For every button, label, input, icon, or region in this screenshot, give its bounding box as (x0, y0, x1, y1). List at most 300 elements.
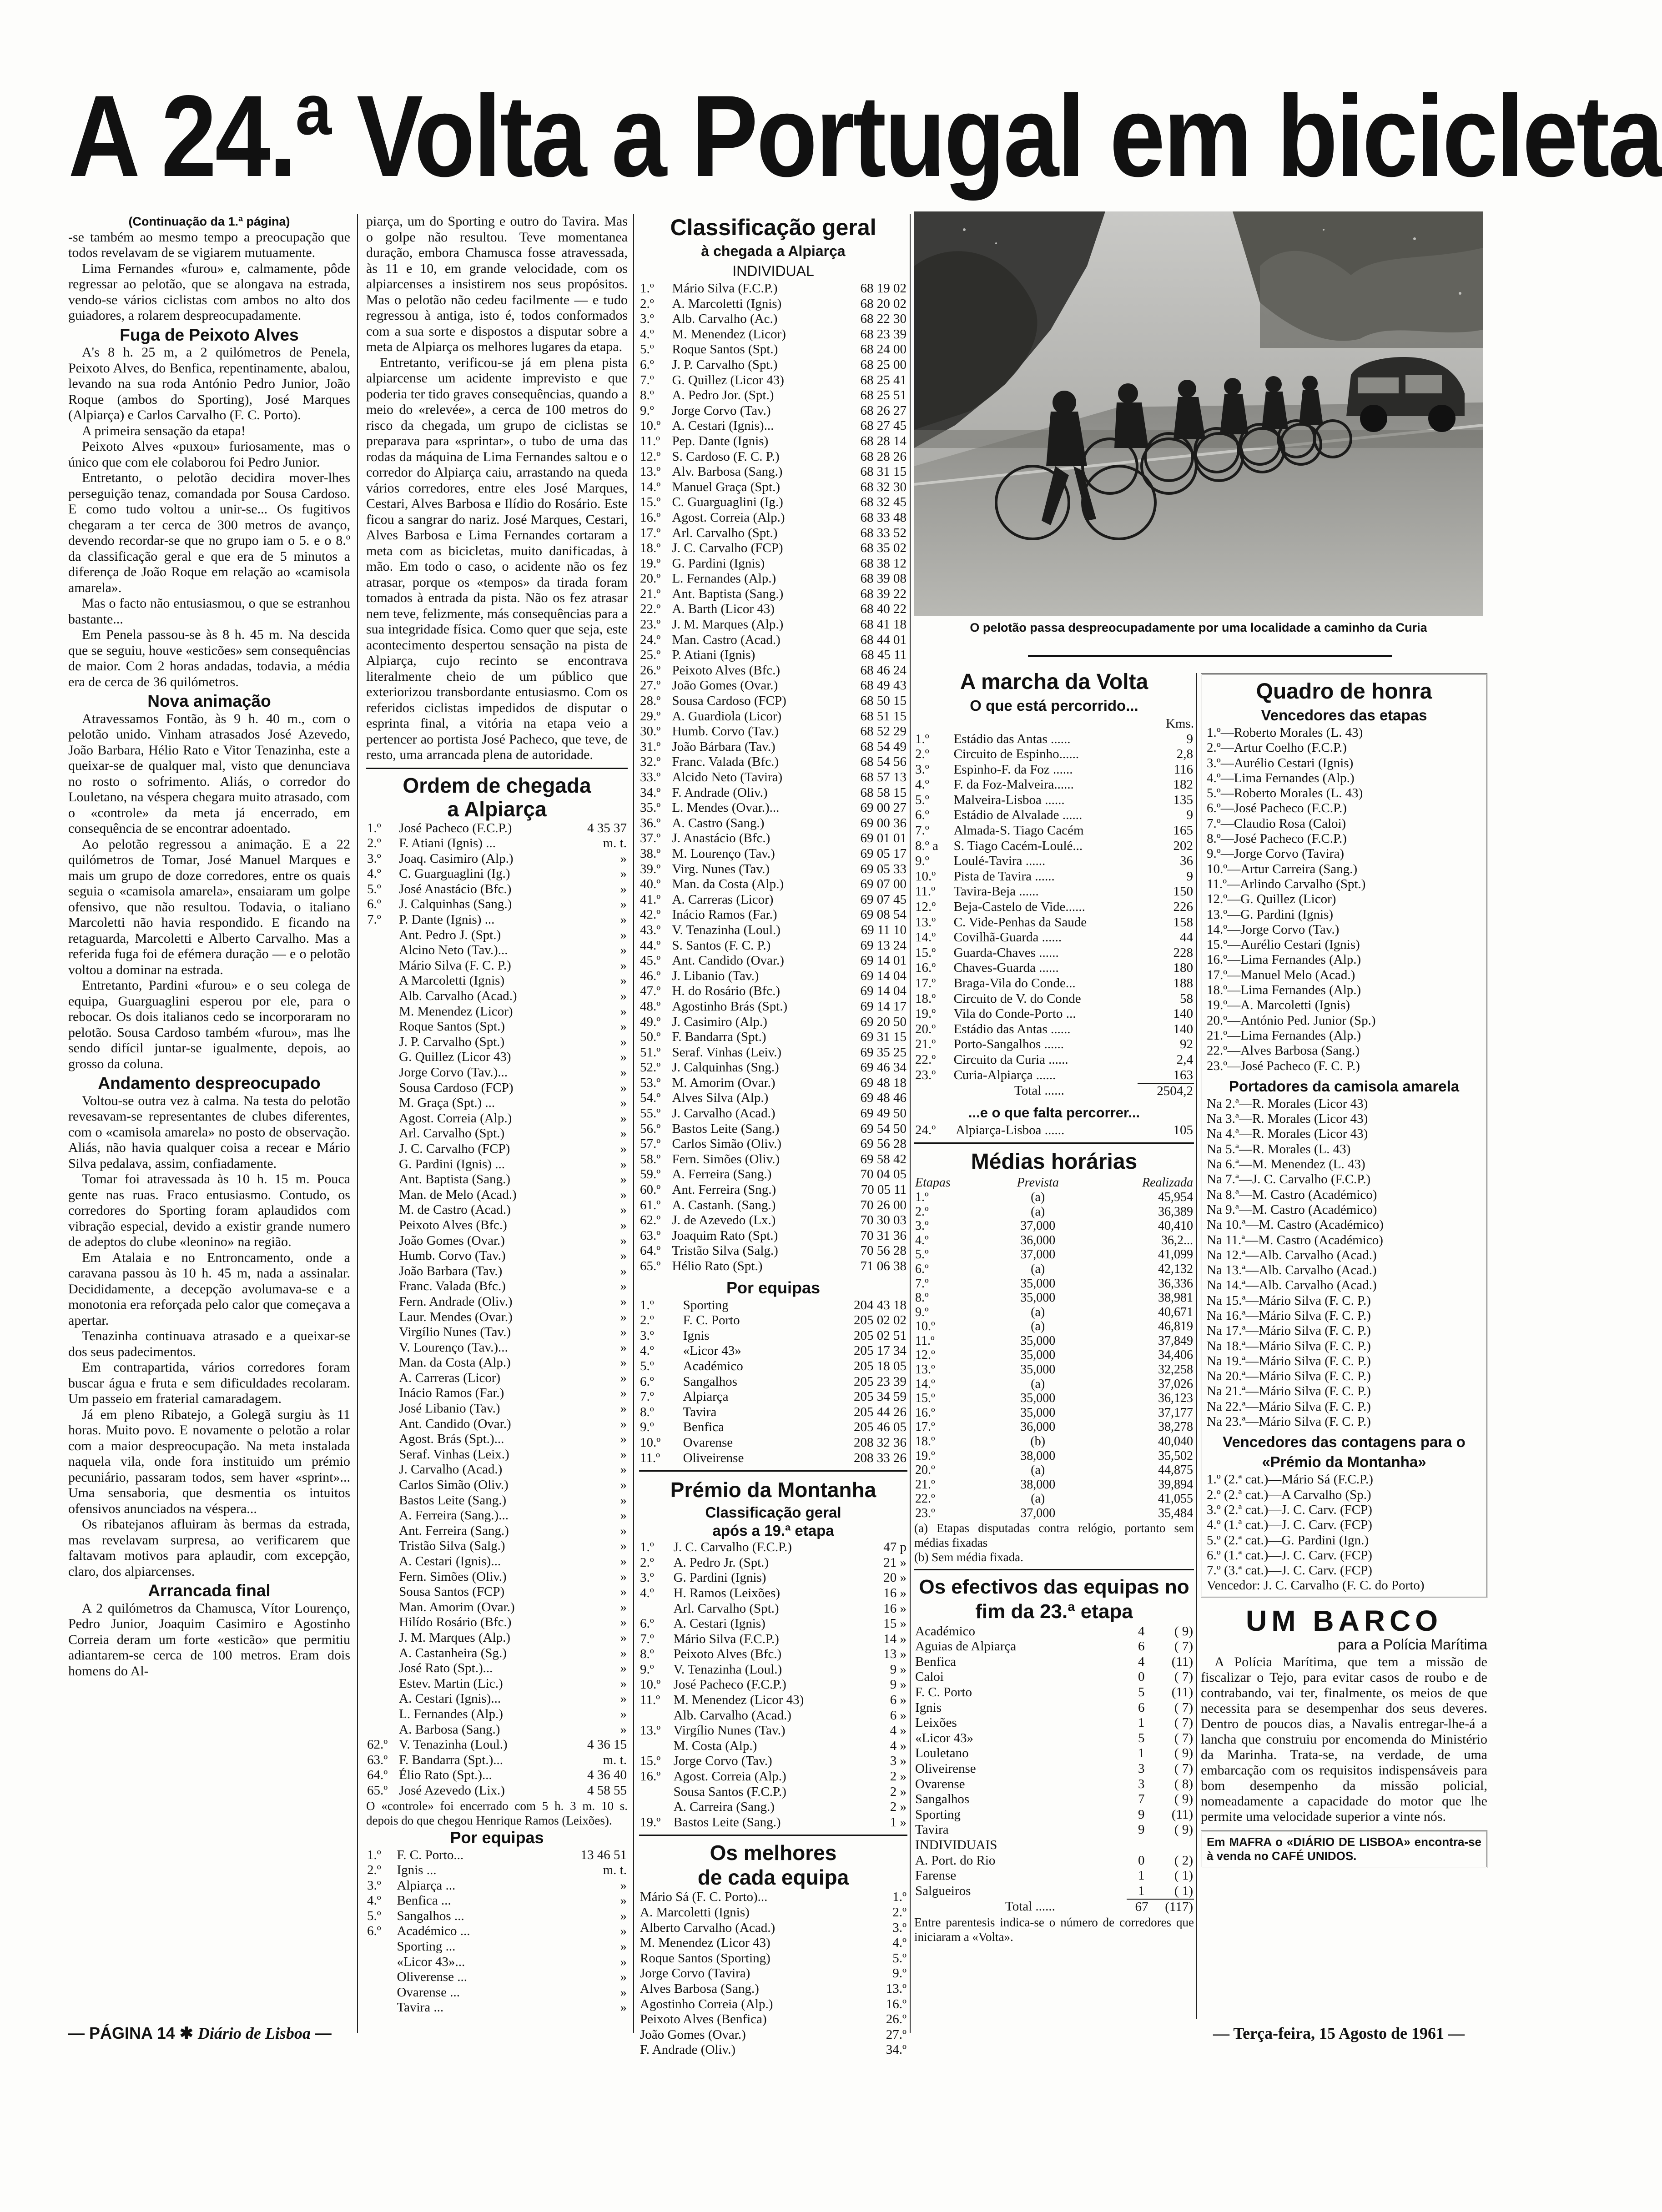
general-row-cell: 50.º (640, 1030, 661, 1045)
arrival-row-cell (366, 1371, 398, 1386)
arrival-row-cell: » (620, 1508, 627, 1523)
team-strength-row-cell: Benfica (915, 1654, 957, 1669)
average-row-cell: 4.º (915, 1233, 929, 1247)
stage-row-cell: 15.º (915, 945, 936, 960)
stage-row-cell: 10.º (915, 869, 936, 884)
kms-label: Kms. (1165, 716, 1194, 731)
general-row-cell: 68 26 27 (860, 403, 907, 418)
general-row (639, 1259, 907, 1274)
mountain-row-cell: 15 » (883, 1616, 907, 1631)
arrival-row (366, 1157, 628, 1172)
arrival-row-cell: Alcino Neto (Tav.)... (399, 943, 508, 958)
average-row-cell: 38,000 (1020, 1448, 1056, 1463)
average-row (914, 1291, 1194, 1305)
best-row (639, 1920, 907, 1936)
arrival-row-cell (366, 1554, 398, 1569)
team-strength-row (914, 1792, 1194, 1807)
general-row-cell: 68 45 11 (861, 648, 907, 663)
general-team-row-cell: 11.º (640, 1450, 660, 1465)
arrival-row-cell: Ant. Ferreira (Sang.) (399, 1523, 509, 1538)
arrival-row-cell: Virgílio Nunes (Tav.) (399, 1325, 511, 1340)
stage-row-cell: 165 (1173, 823, 1193, 838)
arrival-row (366, 1035, 628, 1050)
eff-total-label: Total ...... (1005, 1899, 1055, 1914)
arrival-row (366, 1661, 628, 1676)
average-row-cell: 37,026 (1158, 1377, 1193, 1391)
general-row-cell: F. Bandarra (Spt.) (672, 1030, 766, 1045)
stage-row-cell: 19.º (915, 1006, 936, 1021)
best-row-cell: 27.º (886, 2027, 907, 2042)
stage-row (914, 854, 1194, 869)
general-row (639, 571, 907, 587)
stage-winner: 21.º—Lima Fernandes (Alp.) (1207, 1028, 1361, 1043)
general-row-cell: 3.º (640, 312, 654, 327)
stage-row-cell: 150 (1173, 884, 1193, 899)
stage-row (914, 747, 1194, 762)
general-row-cell: Franc. Valada (Bfc.) (672, 754, 779, 769)
best-row-cell: 2.º (892, 1905, 907, 1920)
general-row-cell: 29.º (640, 709, 661, 724)
eff-total-initial: (117) (1149, 1899, 1194, 1915)
general-team-row-cell: Sangalhos (683, 1374, 737, 1389)
general-row-cell: P. Atiani (Ignis) (672, 648, 755, 663)
general-row-cell: 69 01 01 (860, 831, 907, 846)
article-column-1 (68, 214, 350, 2042)
subheading: Nova animação (147, 692, 271, 710)
best-row (639, 1951, 907, 1966)
arrival-row-cell (366, 1417, 398, 1432)
team-strength-row-cell: ( 2) (1174, 1853, 1193, 1868)
yellow-jersey-holder: Na 13.ª—Alb. Carvalho (Acad.) (1207, 1263, 1377, 1278)
average-row-cell: 39,894 (1158, 1477, 1193, 1492)
team-strength-row-cell (1128, 1838, 1145, 1853)
arrival-row-cell (366, 1141, 398, 1157)
general-row-cell: 43.º (640, 922, 661, 937)
average-row-cell: 12.º (915, 1348, 935, 1362)
mountain-winners-title: Vencedores das contagens para o «Prémio da Montanha» (1223, 1433, 1466, 1471)
best-row-cell: Jorge Corvo (Tavira) (640, 1966, 750, 1981)
remaining-row-cell: Alpiarça-Lisboa ...... (956, 1122, 1065, 1137)
stage-row-cell: 11.º (915, 884, 936, 899)
arrival-row-cell: Élio Rato (Spt.)... (399, 1768, 492, 1783)
arrival-team-row-cell: » (620, 1970, 627, 1985)
general-row-cell: Alv. Barbosa (Sang.) (672, 464, 783, 479)
general-row-cell: 49.º (640, 1014, 661, 1029)
mountain-row-cell: J. C. Carvalho (F.C.P.) (673, 1540, 792, 1555)
stage-row (914, 808, 1194, 823)
mountain-row-cell: 47 p (883, 1540, 907, 1555)
general-row-cell: 68 31 15 (860, 464, 907, 479)
arrival-team-row-cell: «Licor 43»... (397, 1954, 465, 1969)
general-row-cell: 37.º (640, 831, 661, 846)
average-row-cell: 41,099 (1158, 1247, 1193, 1262)
general-row-cell: Ant. Candido (Ovar.) (672, 953, 784, 968)
general-row (639, 709, 907, 724)
stage-row (914, 900, 1194, 915)
arrival-team-row-cell: Ovarense ... (397, 1985, 460, 2000)
general-row-cell: 68 25 00 (860, 357, 907, 372)
general-row-cell: 55.º (640, 1106, 661, 1121)
mountain-row (639, 1540, 907, 1555)
general-row-cell: 69 00 36 (860, 815, 907, 830)
average-row-cell: 40,410 (1158, 1219, 1193, 1233)
general-row-cell: 68 57 13 (860, 770, 907, 784)
arrival-row-cell (366, 1584, 398, 1600)
stage-row (914, 960, 1194, 976)
stage-winner: 10.º—Artur Carreira (Sang.) (1207, 861, 1358, 876)
arrival-row-cell: Sousa Cardoso (FCP) (399, 1080, 514, 1095)
general-row-cell: 14.º (640, 479, 661, 494)
arrival-row-cell: » (620, 1630, 627, 1645)
mountain-row-cell: 9 » (890, 1662, 907, 1677)
average-row (914, 1190, 1194, 1205)
stage-row-cell: 92 (1180, 1037, 1193, 1052)
paragraph: A primeira sensação da etapa! (82, 423, 246, 438)
mountain-row-cell: Mário Silva (F.C.P.) (673, 1631, 779, 1646)
general-row-cell: João Bárbara (Tav.) (672, 739, 776, 754)
general-row (639, 754, 907, 770)
arrival-row-cell: Man. de Melo (Acad.) (399, 1187, 517, 1202)
general-team-row-cell: 205 02 51 (854, 1328, 907, 1343)
general-row-cell: 34.º (640, 785, 661, 800)
mountain-row (639, 1586, 907, 1601)
general-row-cell: 70 56 28 (860, 1243, 907, 1258)
mountain-winner: 2.º (2.ª cat.)—A Carvalho (Sp.) (1207, 1487, 1371, 1502)
general-row (639, 342, 907, 357)
team-strength-row-cell: 5 (1138, 1730, 1145, 1745)
arrival-order-table (366, 821, 628, 1799)
average-row-cell: 35,000 (1020, 1391, 1056, 1406)
arrival-row-cell: » (620, 1096, 627, 1111)
general-row-cell: H. do Rosário (Bfc.) (672, 984, 781, 999)
stage-row-cell: 21.º (915, 1037, 936, 1052)
arrival-team-row-cell: » (620, 1908, 627, 1923)
avg-note-a: (a) Etapas disputadas contra relógio, portanto sem médias fixadas (914, 1521, 1194, 1549)
mountain-row-cell: 4 » (890, 1723, 907, 1738)
general-row (639, 1167, 907, 1182)
general-row-cell: J. C. Carvalho (FCP) (672, 541, 783, 556)
arrival-row-cell: » (620, 1019, 627, 1034)
best-row-cell: João Gomes (Ovar.) (640, 2027, 746, 2042)
general-row-cell: 16.º (640, 510, 661, 525)
cyclists-photo (914, 211, 1483, 616)
team-strength-row-cell: 0 (1138, 1669, 1145, 1684)
general-row-cell: A. Barth (Licor 43) (672, 602, 775, 617)
paragraph: piarça, um do Sporting e outro do Tavira. Mas o golpe não resultou. Teve momentanea duração, embora Chamusca fosse atravessada, às 11 e 10, em grande velocidade, com os alpiarcenses a insistirem nos seus propósitos. Mas o pelotão não cedeu facilmente — e tudo regressou à antiga, isto é, todos conformados com a sua sorte e dispostos a disputar sobre a meta de Alpiarça os melhores lugares da etapa. (366, 214, 628, 354)
general-row-cell: Hélio Rato (Spt.) (672, 1259, 763, 1273)
general-team-row-cell: «Licor 43» (683, 1343, 741, 1358)
average-row-cell: 37,000 (1020, 1219, 1056, 1233)
average-row-cell: 19.º (915, 1448, 935, 1463)
best-row (639, 1905, 907, 1920)
stage-row-cell: 13.º (915, 915, 936, 930)
general-team-row-cell: F. C. Porto (683, 1313, 740, 1328)
average-row-cell: 35,000 (1020, 1333, 1056, 1348)
general-row (639, 1213, 907, 1228)
general-row (639, 1152, 907, 1167)
general-team-row-cell: 10.º (640, 1435, 661, 1450)
stage-row-cell: 58 (1180, 991, 1193, 1006)
general-row-cell: 46.º (640, 968, 661, 983)
general-team-row-cell: 208 33 26 (854, 1450, 907, 1465)
general-row-cell: Seraf. Vinhas (Leiv.) (672, 1045, 782, 1060)
stage-row-cell: 140 (1173, 1021, 1193, 1036)
arrival-row-cell: J. P. Carvalho (Spt.) (399, 1034, 505, 1049)
general-row-cell: 57.º (640, 1136, 661, 1151)
paragraph: Tenazinha continuava atrasado e a queixar-se dos seus padecimentos. (68, 1328, 350, 1359)
general-team-row-cell: 6.º (640, 1374, 654, 1389)
team-strength-row-cell: ( 9) (1174, 1822, 1193, 1837)
general-row-cell: 63.º (640, 1228, 661, 1243)
stage-row-cell: 12.º (915, 900, 936, 915)
boat-article-text: A Polícia Marítima, que tem a missão de fiscalizar o Tejo, para evitar casos de roubo e de contrabando, vai ter, finalmente, os meios de que necessita para se desempenhar dos seus deveres. Dentro de poucos dias, a Navalis entregar-lhe-á a lancha que construiu por encomenda do Ministério da Marinha. Trata-se, na verdade, de uma embarcação com os requisitos indispensáveis para bom desempenho da missão policial, nomeadamente a capacidade do motor que lhe permite uma velocidade superior a vinte nós. (1201, 1654, 1487, 1825)
mountain-row-cell: Arl. Carvalho (Spt.) (673, 1601, 779, 1616)
general-teams-title: Por equipas (726, 1278, 821, 1297)
stage-row (914, 777, 1194, 793)
arrival-row (366, 928, 628, 943)
general-team-row (639, 1343, 907, 1359)
arrival-row-cell (366, 1279, 398, 1294)
general-row (639, 663, 907, 679)
arrival-row-cell: » (620, 1676, 627, 1691)
general-row-cell: Peixoto Alves (Bfc.) (672, 663, 781, 678)
general-row-cell: A. Castro (Sang.) (672, 815, 765, 830)
arrival-team-row-cell: Oliverense ... (397, 1970, 468, 1985)
arrival-row-cell (366, 1722, 398, 1738)
general-row-cell: J. Calquinhas (Sng.) (672, 1060, 779, 1075)
mountain-row-cell: 2 » (890, 1800, 907, 1815)
mountain-winner: 7.º (3.ª cat.)—J. C. Carv. (FCP) (1207, 1563, 1372, 1578)
mountain-row-cell: Alb. Carvalho (Acad.) (673, 1708, 791, 1723)
arrival-row-cell (366, 1157, 398, 1172)
arrival-row-cell (366, 1661, 398, 1676)
general-row-cell: 64.º (640, 1243, 661, 1258)
general-row-cell: 68 32 45 (860, 495, 907, 510)
average-row-cell: (a) (1031, 1319, 1045, 1334)
arrival-team-row (366, 1924, 628, 1939)
arrival-row-cell (366, 943, 398, 958)
average-row-cell: 36,000 (1020, 1233, 1056, 1247)
average-row-cell: 38,981 (1158, 1291, 1193, 1305)
mountain-row-cell: 6 » (890, 1708, 907, 1723)
arrival-row-cell: » (620, 1172, 627, 1187)
general-row-cell: 68 52 29 (860, 724, 907, 739)
arrival-row (366, 1264, 628, 1279)
average-row (914, 1506, 1194, 1521)
mountain-row-cell: V. Tenazinha (Loul.) (673, 1662, 782, 1677)
arrival-row-cell (366, 1538, 398, 1554)
arrival-team-row-cell: 6.º (367, 1924, 381, 1939)
arrival-team-row-cell: Benfica ... (397, 1893, 451, 1908)
general-row-cell: 28.º (640, 694, 661, 709)
mountain-row-cell: 16.º (640, 1769, 661, 1784)
mountain-row-cell (639, 1708, 673, 1724)
mountain-row (639, 1769, 907, 1785)
arrival-row-cell: » (620, 1156, 627, 1171)
general-team-row-cell: 205 17 34 (854, 1343, 907, 1358)
arrival-row-cell (366, 958, 398, 974)
general-row-cell: 69 56 28 (860, 1136, 907, 1151)
stage-row-cell: S. Tiago Cacém-Loulé... (953, 838, 1083, 853)
general-team-row-cell: 205 44 26 (854, 1404, 907, 1419)
general-row-cell: 68 54 49 (860, 739, 907, 754)
arrival-row (366, 1386, 628, 1401)
arrival-row-cell (366, 1065, 398, 1081)
team-strength-total (914, 1899, 1194, 1915)
mountain-row-cell: 6.º (640, 1616, 654, 1631)
yellow-jersey-title: Portadores da camisola amarela (1229, 1077, 1460, 1095)
arrival-row-cell: » (620, 1279, 627, 1294)
general-row (639, 1136, 907, 1152)
arrival-row-cell: João Gomes (Ovar.) (399, 1233, 505, 1248)
arrival-team-row-cell: Sporting ... (397, 1939, 456, 1954)
team-strength-row (914, 1669, 1194, 1685)
average-row (914, 1478, 1194, 1492)
general-team-row (639, 1435, 907, 1451)
general-row (639, 1015, 907, 1030)
stage-row-cell: 23.º (915, 1067, 936, 1082)
general-team-row-cell: Ignis (683, 1328, 710, 1343)
arrival-row-cell (366, 1019, 398, 1035)
honour-column (1201, 673, 1487, 1868)
arrival-row-cell: » (620, 1386, 627, 1401)
stage-row-cell: Circuito da Curia ...... (953, 1052, 1068, 1067)
mountain-row (639, 1662, 907, 1678)
mountain-winner: 4.º (1.ª cat.)—J. C. Carv. (FCP) (1207, 1518, 1372, 1533)
arrival-row-cell: Roque Santos (Spt.) (399, 1019, 505, 1034)
general-row (639, 357, 907, 373)
average-row (914, 1219, 1194, 1233)
arrival-row-cell: Carlos Simão (Oliv.) (399, 1478, 509, 1493)
average-row (914, 1434, 1194, 1449)
arrival-row-cell: 3.º (367, 851, 381, 866)
arrival-row (366, 1554, 628, 1569)
general-row-cell: 68 41 18 (860, 617, 907, 632)
stage-row-cell: Beja-Castelo de Vide...... (953, 900, 1085, 915)
arrival-row (366, 1081, 628, 1096)
mountain-row-cell: 16 » (883, 1601, 907, 1616)
arrival-row-cell (366, 1508, 398, 1523)
mountain-row-cell: 9 » (890, 1677, 907, 1692)
general-row (639, 923, 907, 938)
arrival-row-cell (366, 1355, 398, 1371)
general-row-cell: 69 35 25 (860, 1045, 907, 1060)
arrival-row-cell (366, 1462, 398, 1478)
general-row (639, 297, 907, 312)
mountain-row-cell: 2.º (640, 1555, 654, 1570)
arrival-row-cell: » (620, 1706, 627, 1721)
general-team-row-cell: Benfica (683, 1420, 724, 1435)
yellow-jersey-holder: Na 3.ª—R. Morales (Licor 43) (1207, 1111, 1368, 1126)
general-row-cell: 23.º (640, 617, 661, 632)
issue-date: — Terça-feira, 15 Agosto de 1961 — (1213, 2024, 1465, 2042)
arrival-row-cell: J. Carvalho (Acad.) (399, 1462, 503, 1477)
mountain-row (639, 1555, 907, 1571)
mountain-row (639, 1632, 907, 1647)
individual-label: INDIVIDUAL (732, 263, 814, 279)
arrival-row-cell: M. Menendez (Licor) (399, 1004, 513, 1019)
general-row-cell: 70 26 00 (860, 1197, 907, 1212)
arrival-team-row-cell: 4.º (367, 1893, 381, 1908)
team-strength-row (914, 1868, 1194, 1884)
average-row (914, 1492, 1194, 1506)
general-row-cell: 69 48 18 (860, 1075, 907, 1090)
arrival-row-cell: Jorge Corvo (Tav.)... (399, 1065, 508, 1080)
general-row (639, 1198, 907, 1213)
arrival-team-row-cell: Tavira ... (397, 2000, 444, 2015)
arrival-row-cell: A. Barbosa (Sang.) (399, 1722, 500, 1737)
general-row-cell: 68 58 15 (860, 785, 907, 800)
arrival-team-row (366, 1878, 628, 1894)
arrival-row (366, 1493, 628, 1508)
arrival-team-row (366, 1893, 628, 1909)
general-row-cell: Pep. Dante (Ignis) (672, 433, 769, 448)
arrival-row-cell: » (620, 1432, 627, 1447)
arrival-row-cell (366, 1294, 398, 1310)
average-row-cell: 23.º (915, 1506, 935, 1520)
rule (1028, 655, 1392, 657)
arrival-row-cell: 2.º (367, 836, 381, 851)
stage-row-cell: 3.º (915, 762, 929, 777)
arrival-row-cell (366, 1035, 398, 1050)
general-row-cell: 45.º (640, 953, 661, 968)
arrival-row-cell (366, 1310, 398, 1325)
stage-row (914, 732, 1194, 747)
stage-winner: 20.º—António Ped. Junior (Sp.) (1207, 1013, 1376, 1028)
average-row (914, 1420, 1194, 1434)
yellow-jersey-holder: Na 11.ª—M. Castro (Académico) (1207, 1232, 1383, 1247)
arrival-row (366, 1355, 628, 1371)
general-row-cell: J. P. Carvalho (Spt.) (672, 357, 778, 372)
best-row-cell: Peixoto Alves (Benfica) (640, 2012, 767, 2027)
team-strength-row-cell: Sporting (915, 1807, 961, 1822)
paragraph: Em Atalaia e no Entroncamento, onde a caravana passou às 10 h. 45 m, nada a assinalar. Decididamente, a decepção avolumava-se e a monotonia era reforçada pelo calor que começava a apertar. (68, 1250, 350, 1328)
general-team-row-cell: 204 43 18 (854, 1297, 907, 1312)
mountain-row-cell: 2 » (890, 1769, 907, 1784)
mountain-winner: 5.º (2.ª cat.)—G. Pardini (Ign.) (1207, 1533, 1369, 1548)
stage-winner: 12.º—G. Quillez (Licor) (1207, 892, 1336, 907)
mountain-row-cell: 10.º (640, 1677, 661, 1692)
stage-winner: 13.º—G. Pardini (Ignis) (1207, 907, 1334, 922)
arrival-team-row-cell: 13 46 51 (580, 1847, 627, 1862)
arrival-row-cell (366, 973, 398, 989)
mountain-row-cell: 1.º (640, 1540, 654, 1555)
general-row-cell: 48.º (640, 999, 661, 1014)
arrival-team-row-cell: 2.º (367, 1863, 381, 1878)
mountain-prize-title: Prémio da Montanha (670, 1478, 876, 1502)
mountain-row (639, 1754, 907, 1769)
avg-header-achieved: Realizada (1142, 1176, 1193, 1190)
arrival-row-cell (366, 1569, 398, 1585)
average-row-cell: 8.º (915, 1291, 929, 1305)
general-row-cell: Alves Silva (Alp.) (672, 1091, 769, 1106)
arrival-row-cell: » (620, 1309, 627, 1324)
arrival-row-cell: » (620, 1599, 627, 1614)
arrival-row-cell (366, 1050, 398, 1065)
general-row (639, 862, 907, 877)
stage-winner: 11.º—Arlindo Carvalho (Spt.) (1207, 876, 1366, 891)
general-row (639, 556, 907, 572)
general-team-row-cell: Oliveirense (683, 1450, 744, 1465)
team-strength-row-cell (1146, 1838, 1194, 1853)
stage-row-cell: 188 (1173, 976, 1193, 990)
general-row-cell: S. Cardoso (F. C. P.) (672, 449, 780, 464)
general-row (639, 816, 907, 831)
general-classification-sub: à chegada a Alpiarça (701, 243, 846, 259)
arrival-row (366, 1248, 628, 1264)
stage-row-cell: 17.º (915, 976, 936, 990)
arrival-row-cell (366, 1325, 398, 1340)
